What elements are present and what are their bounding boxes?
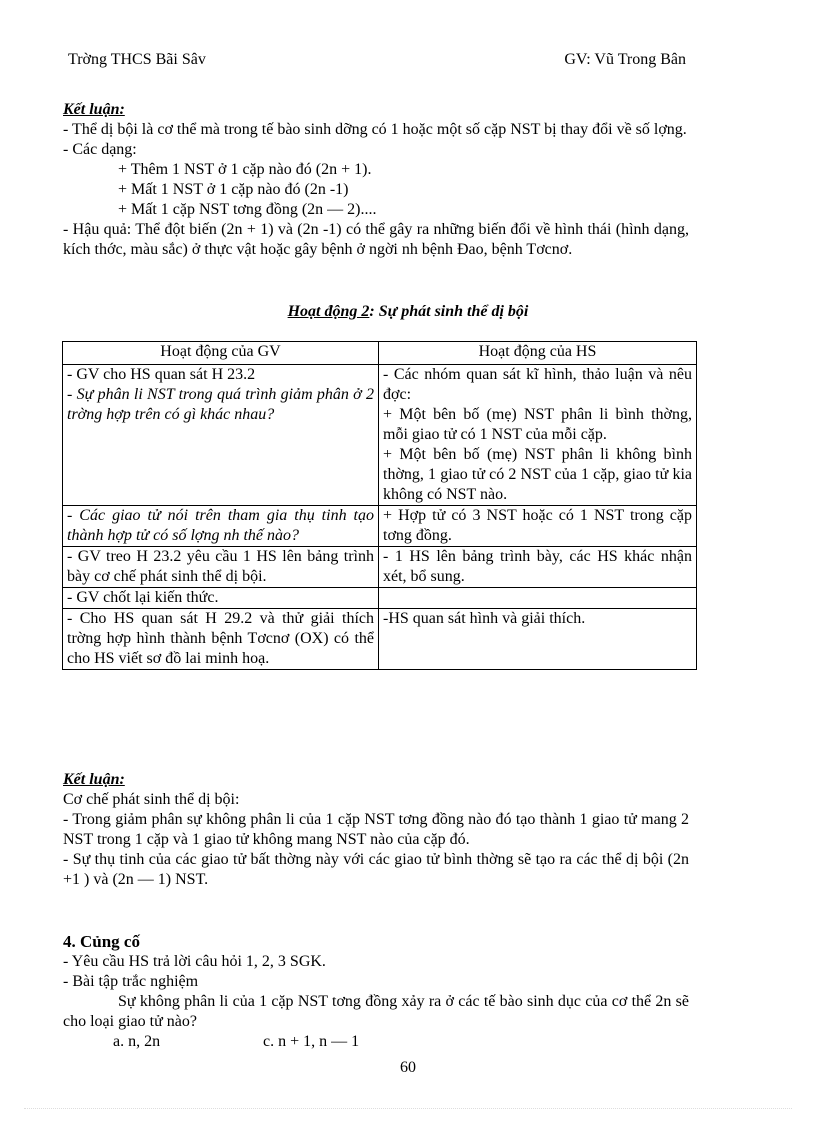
consequence-text: - Hậu quả: Thể đột biến (2n + 1) và (2n -1) có thể gây ra những biến đổi về hình thái (hình dạng, kích thớc, màu sắc) ở thực vật hoặc gây bệnh ở ngời nh bệnh Đao, bệnh Tơcnơ. [63,221,689,258]
student-activity-text: + Một bên bố (mẹ) NST phân li không bình thờng, 1 giao tử có 2 NST của 1 cặp, giao tử kia không có NST nào. [383,446,692,503]
form-item: + Thêm 1 NST ở 1 cặp nào đó (2n + 1). [118,161,372,178]
teacher-activity-cell [63,547,379,588]
teacher-activity-cell [63,609,379,670]
page-bottom-divider [24,1108,792,1109]
table-body [63,365,697,670]
mechanism-heading: Cơ chế phát sinh thể dị bội: [63,791,240,808]
activity-title-prefix: Hoạt động 2 [287,303,370,320]
student-activity-text: - 1 HS lên bảng trình bày, các HS khác nhận xét, bổ sung. [383,548,692,585]
table-row [63,609,697,670]
school-name: Trờng THCS Bãi Sâv [68,51,206,68]
table-row [63,588,697,609]
table-row [63,365,697,506]
table-header-hs: Hoạt động của HS [379,342,697,365]
forms-heading: - Các dạng: [63,141,137,158]
activity-title [0,302,816,322]
page-header [68,50,686,70]
teacher-activity-text: - GV treo H 23.2 yêu cầu 1 HS lên bảng trình bày cơ chế phát sinh thể dị bội. [67,548,374,585]
teacher-activity-text: - GV chốt lại kiến thức. [67,589,219,606]
activity-title-suffix: : Sự phát sinh thể dị bội [369,303,529,320]
conclusion-label: Kết luận: [63,771,125,788]
student-activity-text: - Các nhóm quan sát kĩ hình, thảo luận và nêu đợc: [383,366,692,403]
quiz-choices [63,1032,689,1052]
student-activity-cell [379,365,697,506]
teacher-activity-text: - Sự phân li NST trong quá trình giảm phân ở 2 trờng hợp trên có gì khác nhau? [67,386,374,423]
quiz-heading: - Bài tập trắc nghiệm [63,973,199,990]
choice-c: c. n + 1, n — 1 [263,1033,360,1050]
mechanism-text: - Trong giảm phân sự không phân li của 1 cặp NST tơng đồng nào đó tạo thành 1 giao tử mang 2 NST trong 1 cặp và 1 giao tử không mang NST nào của cặp đó. [63,811,689,848]
quiz-question: Sự không phân li của 1 cặp NST tơng đồng xảy ra ở các tế bào sinh dục của cơ thể 2n sẽ cho loại giao tử nào? [63,993,689,1030]
student-activity-cell [379,506,697,547]
choice-a: a. n, 2n [113,1033,161,1050]
activity-table [62,341,697,670]
student-activity-text: + Hợp tử có 3 NST hoặc có 1 NST trong cặp tơng đồng. [383,507,692,544]
student-activity-text: + Một bên bố (mẹ) NST phân li bình thờng, mỗi giao tử có 1 NST của mỗi cặp. [383,406,692,443]
teacher-activity-text: - Các giao tử nói trên tham gia thụ tinh tạo thành hợp tử có số lợng nh thế nào? [67,507,374,544]
form-item: + Mất 1 NST ở 1 cặp nào đó (2n -1) [118,181,349,198]
teacher-activity-cell [63,506,379,547]
definition-text: - Thể dị bội là cơ thể mà trong tế bào sinh dỡng có 1 hoặc một số cặp NST bị thay đổi về số lợng. [63,121,687,138]
conclusion-section-2 [63,770,689,890]
table-header-row [63,342,697,365]
section-4-title: 4. Củng cố [63,932,140,951]
teacher-activity-cell [63,588,379,609]
table-header-gv: Hoạt động của GV [63,342,379,365]
fertilization-text: - Sự thụ tinh của các giao tử bất thờng này với các giao tử bình thờng sẽ tạo ra các thể dị bội (2n +1 ) và (2n — 1) NST. [63,851,689,888]
review-instruction: - Yêu cầu HS trả lời câu hỏi 1, 2, 3 SGK. [63,953,326,970]
section-4 [63,932,689,1052]
teacher-activity-text: - GV cho HS quan sát H 23.2 [67,366,256,383]
teacher-activity-text: - Cho HS quan sát H 29.2 và thử giải thích trờng hợp hình thành bệnh Tơcnơ (OX) có thể cho HS viết sơ đồ lai minh hoạ. [67,610,374,667]
table-row [63,547,697,588]
student-activity-cell [379,609,697,670]
teacher-name: GV: Vũ Trong Bân [564,51,686,68]
student-activity-text: -HS quan sát hình và giải thích. [383,610,586,627]
student-activity-cell [379,547,697,588]
teacher-activity-cell [63,365,379,506]
conclusion-section-1 [63,100,689,260]
form-item: + Mất 1 cặp NST tơng đồng (2n — 2).... [118,201,377,218]
conclusion-label: Kết luận: [63,101,125,118]
table-row [63,506,697,547]
page-number: 60 [400,1059,416,1076]
student-activity-cell [379,588,697,609]
